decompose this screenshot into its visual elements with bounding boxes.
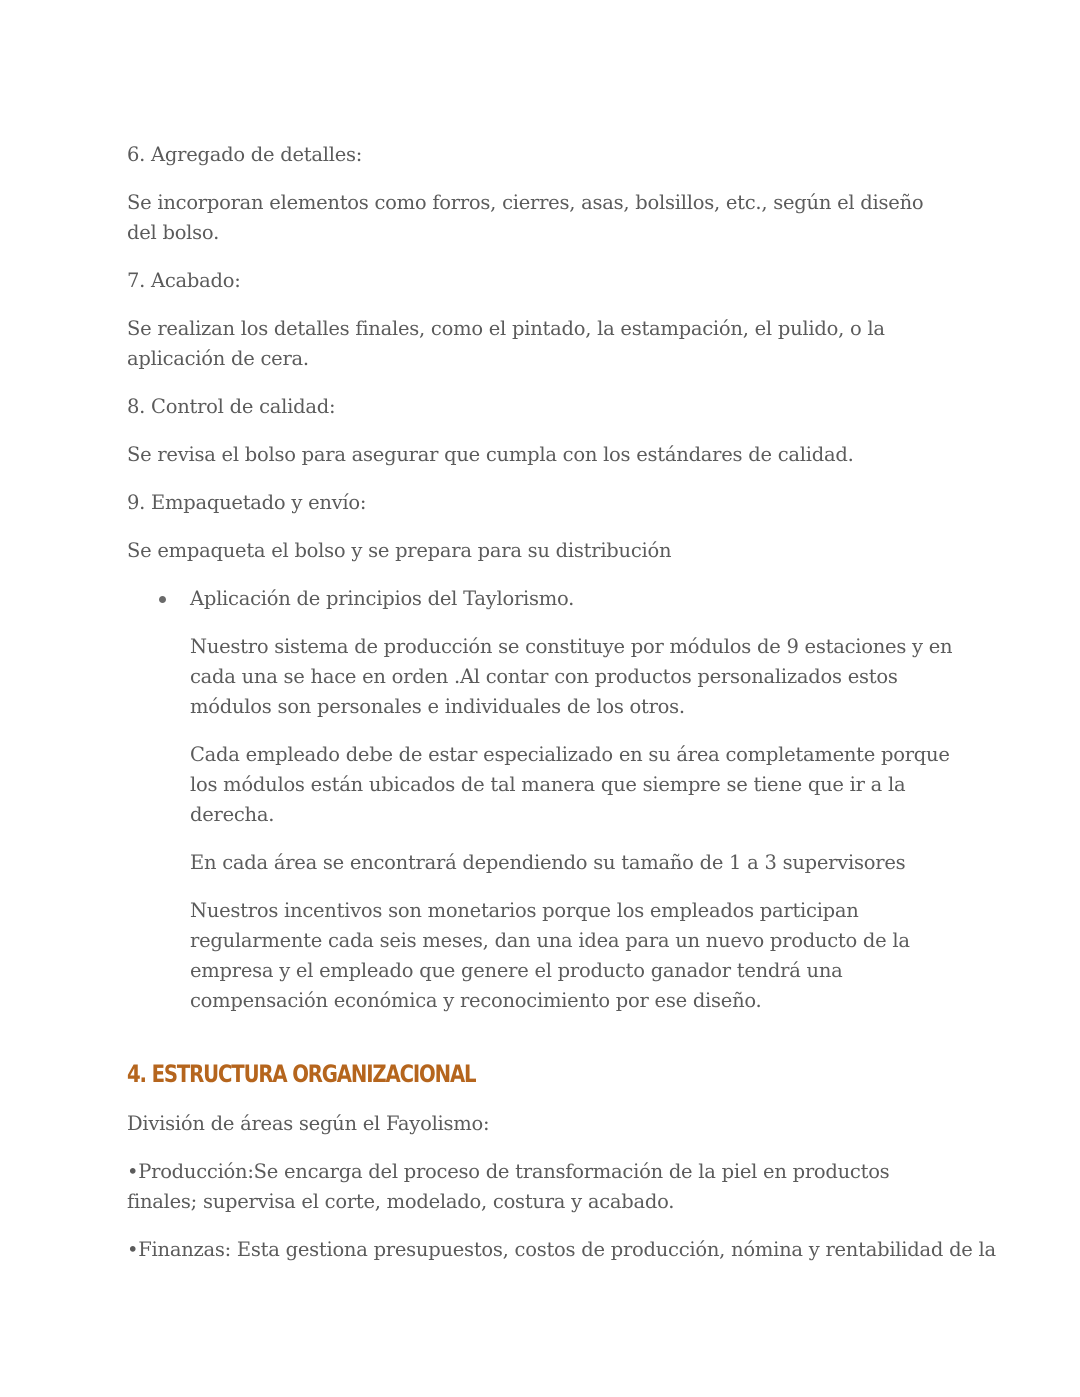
taylorism-bullet-item [127,584,957,614]
taylorism-bullet-text: Aplicación de principios del Taylorismo. [190,587,575,610]
document-page [127,140,996,1283]
step-7-body: Se realizan los detalles finales, como el pintado, la estampación, el pulido, o la aplicación de cera. [127,317,885,370]
area-finanzas: •Finanzas: Esta gestiona presupuestos, costos de producción, nómina y rentabilidad de la [127,1238,996,1261]
step-8-body: Se revisa el bolso para asegurar que cumpla con los estándares de calidad. [127,443,854,466]
step-6-body: Se incorporan elementos como forros, cierres, asas, bolsillos, etc., según el diseño del bolso. [127,191,924,244]
step-7-title: 7. Acabado: [127,269,241,292]
taylorism-paragraph-supervisors: En cada área se encontrará dependiendo su tamaño de 1 a 3 supervisores [190,851,906,874]
structure-intro: División de áreas según el Fayolismo: [127,1112,490,1135]
step-8-title: 8. Control de calidad: [127,395,336,418]
step-9-body: Se empaqueta el bolso y se prepara para su distribución [127,539,672,562]
section-heading-estructura: 4. ESTRUCTURA ORGANIZACIONAL [127,1060,476,1088]
bullet-dot-icon [159,596,166,603]
taylorism-paragraph-modules: Nuestro sistema de producción se constituye por módulos de 9 estaciones y en cada una se hace en orden .Al contar con productos personalizados estos módulos son personales e individuales de los otros. [190,635,953,718]
area-produccion: •Producción:Se encarga del proceso de transformación de la piel en productos finales; supervisa el corte, modelado, costura y acabado. [127,1160,890,1213]
step-6-title: 6. Agregado de detalles: [127,143,363,166]
step-9-title: 9. Empaquetado y envío: [127,491,367,514]
taylorism-paragraph-incentives: Nuestros incentivos son monetarios porque los empleados participan regularmente cada seis meses, dan una idea para un nuevo producto de la empresa y el empleado que genere el producto ganador tendrá una compensación económica y reconocimiento por ese diseño. [190,899,910,1012]
taylorism-paragraph-specialization: Cada empleado debe de estar especializado en su área completamente porque los módulos están ubicados de tal manera que siempre se tiene que ir a la derecha. [190,743,950,826]
